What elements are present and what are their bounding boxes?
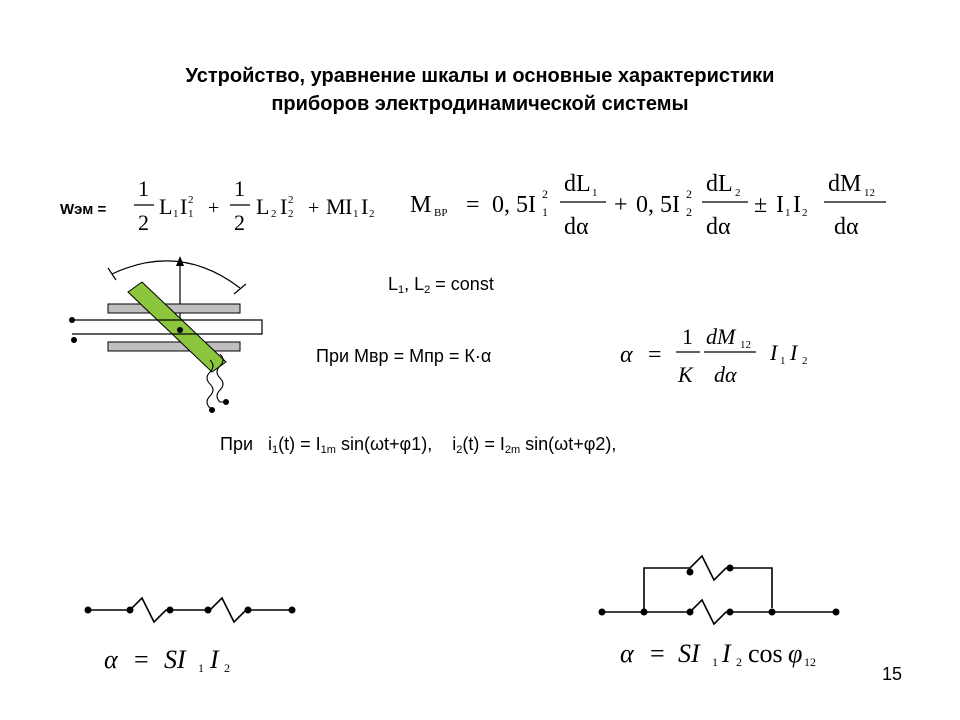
moving-coil — [128, 282, 226, 372]
scale-arc — [112, 261, 240, 288]
svg-text:=: = — [466, 192, 480, 218]
torque-M: M — [410, 192, 432, 218]
svg-text:I: I — [793, 192, 801, 218]
svg-text:2: 2 — [735, 187, 741, 199]
svg-text:I: I — [345, 194, 353, 219]
currents-line: При $i_1(t) = I_{1m}$ sin(ωt+φ1), $i_2(t) = I_{2m}$ sin(ωt+φ2), — [220, 434, 617, 456]
instrument-schematic — [60, 248, 280, 418]
svg-text:2: 2 — [736, 655, 742, 669]
svg-text:12: 12 — [864, 187, 875, 199]
pivot — [177, 327, 183, 333]
terminal-2 — [71, 337, 77, 343]
frac1-num: 1 — [138, 176, 149, 201]
svg-text:12: 12 — [740, 339, 751, 351]
parallel-upper-wire — [602, 556, 772, 612]
svg-text:±: ± — [754, 192, 768, 218]
page-title — [0, 62, 960, 118]
terminal-4 — [223, 399, 229, 405]
svg-text:α: α — [620, 342, 633, 368]
const-note: $L_1$, $L_2$ = const — [388, 274, 494, 296]
parallel-lower-wire — [644, 600, 836, 624]
svg-text:2: 2 — [802, 207, 808, 219]
svg-text:1: 1 — [198, 661, 204, 675]
svg-text:1: 1 — [682, 324, 693, 349]
frac2-den: 2 — [234, 210, 245, 235]
svg-text:1: 1 — [712, 655, 718, 669]
svg-text:α: α — [620, 639, 634, 668]
svg-text:=: = — [648, 342, 662, 368]
svg-text:1: 1 — [780, 355, 786, 367]
title-line-1: Устройство, уравнение шкалы и основные характеристики — [185, 65, 775, 87]
svg-text:I: I — [790, 340, 798, 365]
svg-text:2: 2 — [542, 187, 548, 201]
scale-stop-left — [108, 268, 116, 280]
svg-text:I: I — [361, 194, 369, 219]
plus-1: + — [208, 197, 220, 219]
svg-text:α: α — [104, 645, 118, 674]
terminal-3 — [209, 407, 215, 413]
svg-text:SI: SI — [164, 645, 186, 674]
dL1-num: dL — [564, 171, 591, 197]
term-I1: I — [180, 194, 188, 219]
svg-text:I: I — [210, 645, 219, 674]
formula-ac — [616, 636, 856, 676]
svg-text:2: 2 — [288, 194, 294, 206]
equilibrium-note: При Мвр = Мпр = К·α — [316, 346, 492, 366]
svg-text:2: 2 — [224, 661, 230, 675]
svg-text:I: I — [770, 340, 778, 365]
svg-text:dα: dα — [834, 214, 859, 240]
circuit-ac-parallel — [590, 548, 850, 628]
svg-text:cos: cos — [748, 639, 783, 668]
svg-text:φ: φ — [788, 639, 803, 668]
svg-text:1: 1 — [188, 208, 194, 220]
torque-formula — [406, 164, 900, 244]
svg-text:=: = — [134, 645, 149, 674]
energy-formula — [56, 170, 406, 240]
alpha-formula — [614, 318, 834, 394]
coef-1: 0, 5I — [492, 192, 536, 218]
svg-text:2: 2 — [369, 208, 375, 220]
fixed-coil-top — [108, 304, 240, 313]
svg-text:1: 1 — [542, 205, 548, 219]
term-L1: L — [159, 194, 173, 219]
svg-text:=: = — [650, 639, 665, 668]
svg-text:dα: dα — [564, 214, 589, 240]
svg-text:2: 2 — [188, 194, 194, 206]
svg-text:I: I — [776, 192, 784, 218]
svg-text:К: К — [678, 362, 693, 387]
term-M: M — [326, 194, 346, 219]
plus-2: + — [308, 197, 320, 219]
svg-text:dM: dM — [706, 324, 736, 349]
svg-text:1: 1 — [592, 187, 598, 199]
frac1-den: 2 — [138, 210, 149, 235]
svg-text:SI: SI — [678, 639, 700, 668]
frac2-num: 1 — [234, 176, 245, 201]
svg-text:I: I — [722, 639, 731, 668]
svg-text:1: 1 — [353, 208, 359, 220]
series-wire — [88, 598, 294, 622]
svg-text:2: 2 — [288, 208, 294, 220]
term-L2: L — [256, 194, 270, 219]
svg-text:ВР: ВР — [434, 207, 448, 219]
svg-text:1: 1 — [785, 207, 791, 219]
energy-lhs: Wэм = — [60, 201, 107, 218]
formula-dc — [100, 640, 280, 680]
term-I2: I — [280, 194, 288, 219]
fixed-coil-bottom — [108, 342, 240, 351]
page-number: 15 — [881, 664, 902, 684]
svg-text:2: 2 — [686, 205, 692, 219]
coef-2: 0, 5I — [636, 192, 680, 218]
dL2-num: dL — [706, 171, 733, 197]
svg-text:2: 2 — [686, 187, 692, 201]
title-line-2: приборов электродинамической системы — [271, 93, 689, 115]
svg-text:2: 2 — [802, 355, 808, 367]
svg-text:2: 2 — [271, 208, 277, 220]
dM12-num: dM — [828, 171, 862, 197]
svg-text:dα: dα — [714, 362, 737, 387]
svg-text:dα: dα — [706, 214, 731, 240]
svg-text:+: + — [614, 192, 628, 218]
circuit-dc-series — [80, 588, 310, 628]
svg-text:1: 1 — [173, 208, 179, 220]
svg-text:12: 12 — [804, 655, 816, 669]
terminal-1 — [69, 317, 75, 323]
